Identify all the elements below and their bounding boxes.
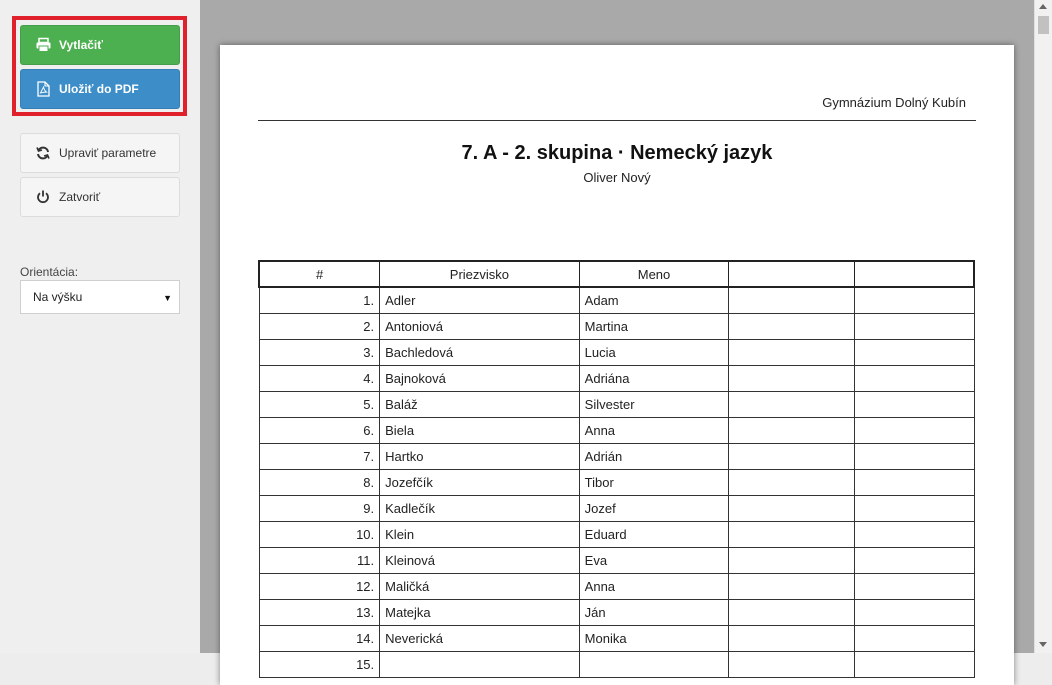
printer-icon	[35, 37, 51, 53]
table-row	[259, 547, 974, 573]
table-row	[259, 287, 974, 313]
print-preview[interactable]	[200, 0, 1034, 672]
orientation-label: Orientácia:	[20, 265, 79, 279]
first-name	[579, 651, 729, 677]
power-icon	[35, 189, 51, 205]
empty-cell	[729, 547, 855, 573]
empty-cell	[729, 287, 855, 313]
surname: Matejka	[380, 599, 580, 625]
row-number: 15.	[259, 651, 380, 677]
first-name: Monika	[579, 625, 729, 651]
empty-cell	[854, 521, 974, 547]
school-name: Gymnázium Dolný Kubín	[822, 95, 966, 110]
first-name: Eva	[579, 547, 729, 573]
first-name: Anna	[579, 417, 729, 443]
surname: Klein	[380, 521, 580, 547]
caret-down-icon: ▼	[163, 293, 172, 303]
row-number: 10.	[259, 521, 380, 547]
empty-cell	[854, 547, 974, 573]
first-name: Lucia	[579, 339, 729, 365]
row-number: 5.	[259, 391, 380, 417]
empty-cell	[854, 625, 974, 651]
empty-cell	[854, 391, 974, 417]
table-header-row	[259, 261, 974, 287]
first-name: Adrián	[579, 443, 729, 469]
scroll-up-arrow-icon[interactable]	[1039, 4, 1047, 9]
first-name: Jozef	[579, 495, 729, 521]
empty-cell	[729, 625, 855, 651]
empty-cell	[729, 443, 855, 469]
empty-cell	[854, 651, 974, 677]
row-number: 14.	[259, 625, 380, 651]
empty-cell	[729, 521, 855, 547]
vertical-scrollbar[interactable]	[1034, 0, 1052, 653]
student-table	[258, 260, 975, 678]
surname: Kadlečík	[380, 495, 580, 521]
table-row	[259, 313, 974, 339]
empty-cell	[854, 495, 974, 521]
refresh-icon	[35, 145, 51, 161]
row-number: 6.	[259, 417, 380, 443]
empty-cell	[729, 417, 855, 443]
print-button[interactable]	[20, 25, 180, 65]
first-name: Anna	[579, 573, 729, 599]
column-header: Priezvisko	[380, 261, 580, 287]
empty-cell	[729, 391, 855, 417]
table-row	[259, 495, 974, 521]
first-name: Silvester	[579, 391, 729, 417]
edit-parameters-button[interactable]	[20, 133, 180, 173]
empty-cell	[729, 313, 855, 339]
surname: Neverická	[380, 625, 580, 651]
teacher-name: Oliver Nový	[583, 170, 651, 185]
row-number: 2.	[259, 313, 380, 339]
pdf-file-icon	[35, 81, 51, 97]
first-name: Eduard	[579, 521, 729, 547]
table-row	[259, 521, 974, 547]
column-header	[729, 261, 855, 287]
row-number: 8.	[259, 469, 380, 495]
table-row	[259, 625, 974, 651]
surname: Maličká	[380, 573, 580, 599]
surname: Bajnoková	[380, 365, 580, 391]
sidebar	[0, 0, 200, 653]
empty-cell	[854, 417, 974, 443]
surname: Biela	[380, 417, 580, 443]
surname: Antoniová	[380, 313, 580, 339]
empty-cell	[729, 365, 855, 391]
scroll-thumb[interactable]	[1038, 16, 1049, 34]
close-label: Zatvoriť	[59, 190, 101, 204]
row-number: 3.	[259, 339, 380, 365]
surname: Bachledová	[380, 339, 580, 365]
empty-cell	[854, 313, 974, 339]
column-header: Meno	[579, 261, 729, 287]
empty-cell	[854, 365, 974, 391]
surname: Kleinová	[380, 547, 580, 573]
print-button-label: Vytlačiť	[59, 38, 103, 52]
column-header	[854, 261, 974, 287]
empty-cell	[729, 495, 855, 521]
surname: Hartko	[380, 443, 580, 469]
empty-cell	[729, 339, 855, 365]
row-number: 1.	[259, 287, 380, 313]
row-number: 9.	[259, 495, 380, 521]
surname	[380, 651, 580, 677]
empty-cell	[854, 469, 974, 495]
row-number: 11.	[259, 547, 380, 573]
table-row	[259, 443, 974, 469]
table-row	[259, 365, 974, 391]
empty-cell	[729, 573, 855, 599]
first-name: Tibor	[579, 469, 729, 495]
close-button[interactable]	[20, 177, 180, 217]
first-name: Adriána	[579, 365, 729, 391]
empty-cell	[729, 651, 855, 677]
first-name: Martina	[579, 313, 729, 339]
table-row	[259, 417, 974, 443]
save-pdf-button[interactable]	[20, 69, 180, 109]
table-row	[259, 469, 974, 495]
row-number: 7.	[259, 443, 380, 469]
surname: Baláž	[380, 391, 580, 417]
first-name: Ján	[579, 599, 729, 625]
empty-cell	[854, 339, 974, 365]
first-name: Adam	[579, 287, 729, 313]
table-row	[259, 651, 974, 677]
column-header: #	[259, 261, 380, 287]
empty-cell	[854, 287, 974, 313]
surname: Jozefčík	[380, 469, 580, 495]
table-row	[259, 573, 974, 599]
empty-cell	[854, 599, 974, 625]
header-divider	[258, 120, 976, 121]
orientation-select[interactable]	[20, 280, 180, 314]
orientation-value: Na výšku	[33, 290, 83, 304]
save-pdf-button-label: Uložiť do PDF	[59, 82, 139, 96]
empty-cell	[729, 599, 855, 625]
row-number: 12.	[259, 573, 380, 599]
empty-cell	[729, 469, 855, 495]
empty-cell	[854, 443, 974, 469]
row-number: 13.	[259, 599, 380, 625]
row-number: 4.	[259, 365, 380, 391]
document-title: 7. A - 2. skupina · Nemecký jazyk	[461, 142, 773, 164]
scroll-down-arrow-icon[interactable]	[1039, 642, 1047, 647]
table-row	[259, 599, 974, 625]
edit-parameters-label: Upraviť parametre	[59, 146, 157, 160]
empty-cell	[854, 573, 974, 599]
table-row	[259, 391, 974, 417]
surname: Adler	[380, 287, 580, 313]
document-page	[220, 45, 1014, 685]
table-row	[259, 339, 974, 365]
